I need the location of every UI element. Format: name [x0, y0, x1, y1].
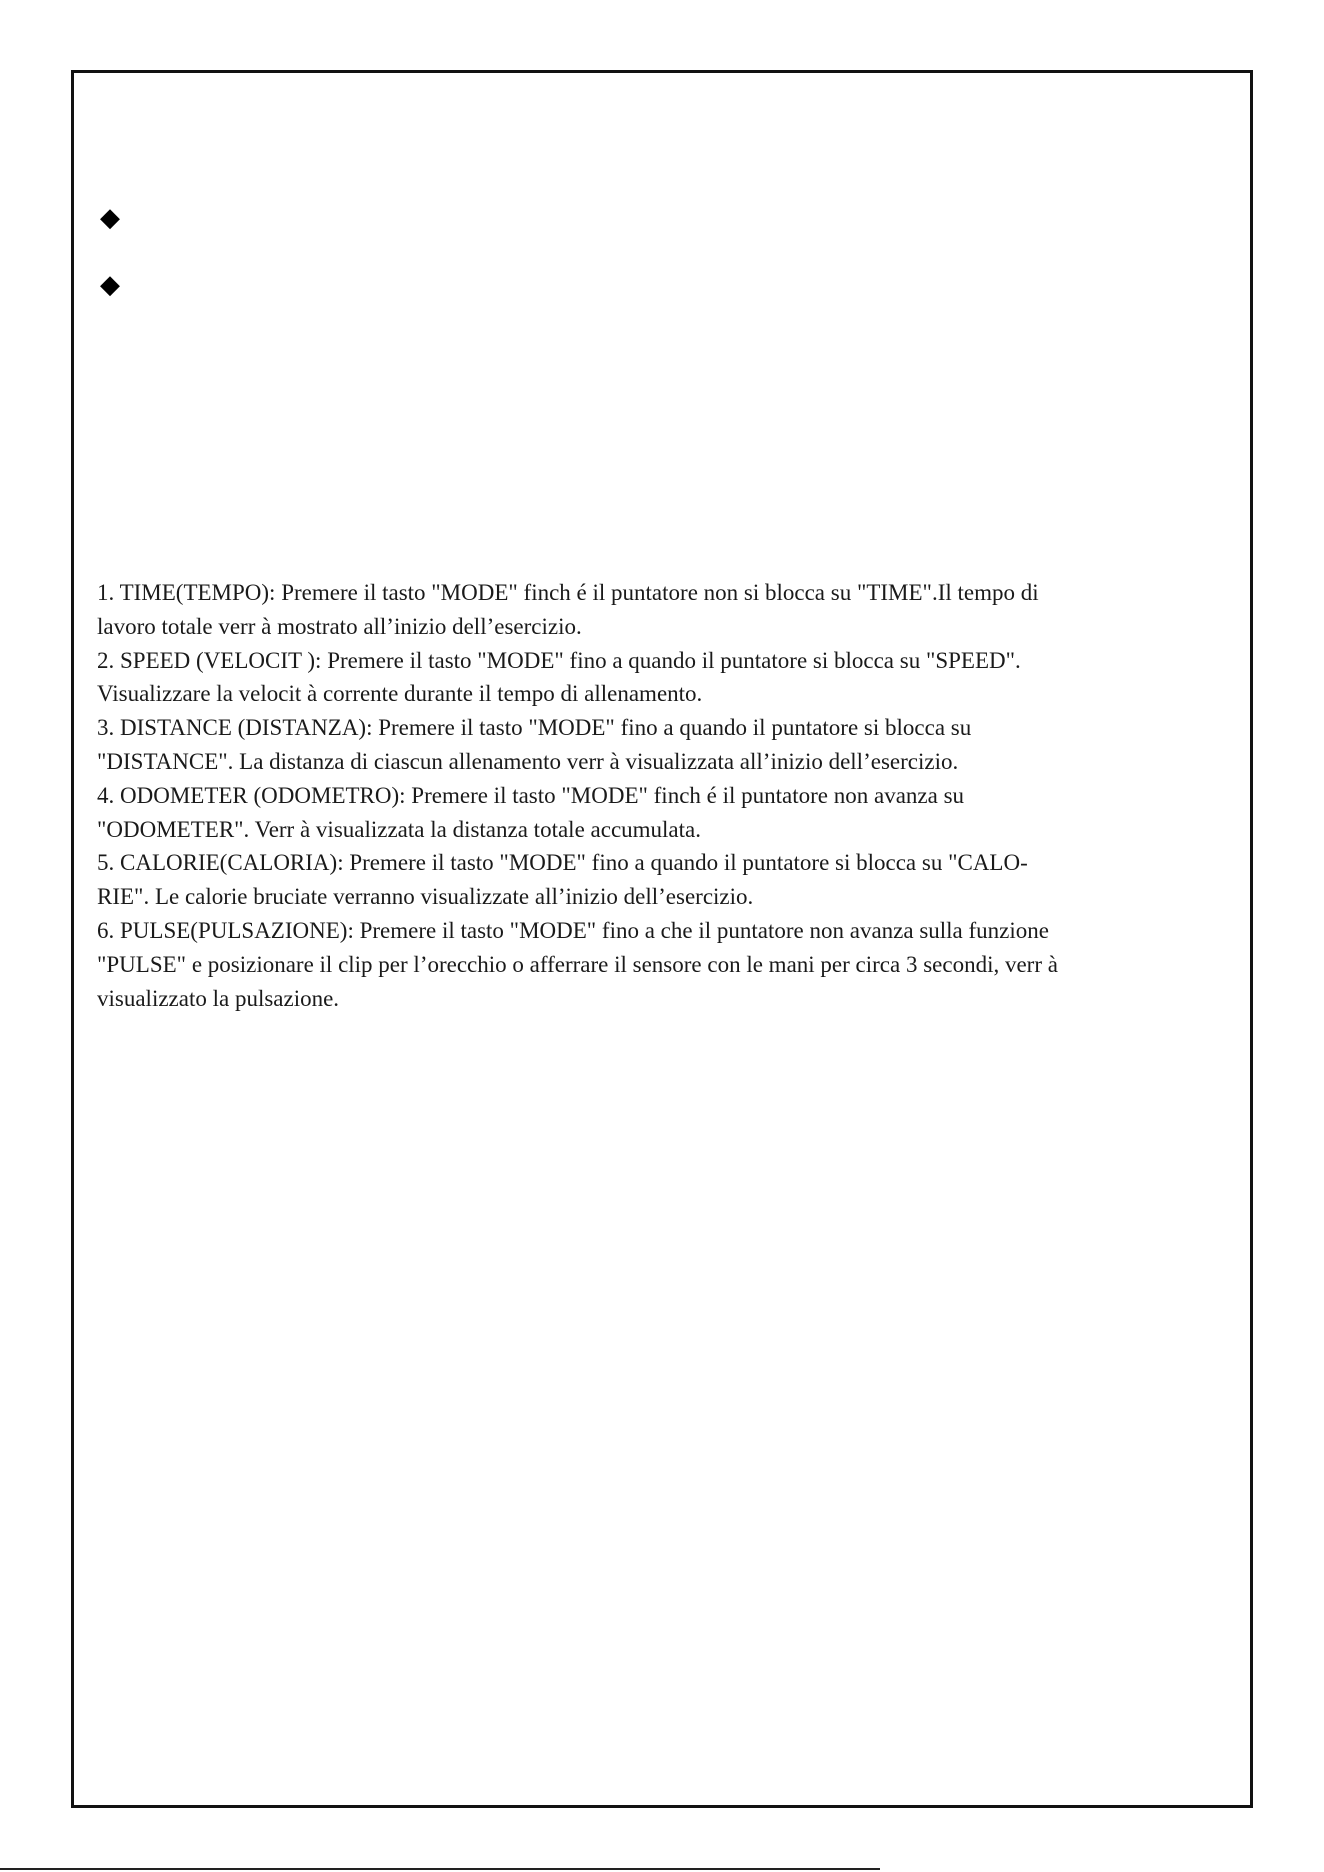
list-item-speed — [97, 644, 1227, 712]
footer-rule — [0, 1868, 880, 1870]
list-item-line: "ODOMETER". Verr à visualizzata la distanza totale accumulata. — [97, 816, 701, 842]
diamond-bullet-icon: ◆ — [100, 203, 120, 232]
list-item-line: 6. PULSE(PULSAZIONE): Premere il tasto "MODE" fino a che il puntatore non avanza sulla funzione — [97, 917, 1049, 943]
display-functions-list — [97, 576, 1227, 1015]
list-item-pulse — [97, 914, 1227, 1015]
diamond-bullet-icon: ◆ — [100, 270, 120, 299]
list-item-line: 4. ODOMETER (ODOMETRO): Premere il tasto "MODE" finch é il puntatore non avanza su — [97, 782, 965, 808]
list-item-line: 5. CALORIE(CALORIA): Premere il tasto "MODE" fino a quando il puntatore si blocca su "CALO- — [97, 850, 1028, 876]
list-item-line: visualizzato la pulsazione. — [97, 985, 340, 1011]
list-item-line: "PULSE" e posizionare il clip per l’orecchio o afferrare il sensore con le mani per circa 3 secondi, verr à — [97, 951, 1058, 977]
list-item-line: 2. SPEED (VELOCIT ): Premere il tasto "MODE" fino a quando il puntatore si blocca su "SPEED". — [97, 647, 1021, 673]
list-item-distance — [97, 711, 1227, 779]
list-item-odometer — [97, 779, 1227, 847]
list-item-time — [97, 576, 1227, 644]
list-item-line: "DISTANCE". La distanza di ciascun allenamento verr à visualizzata all’inizio dell’esercizio. — [97, 748, 959, 774]
list-item-line: 3. DISTANCE (DISTANZA): Premere il tasto "MODE" fino a quando il puntatore si blocca su — [97, 715, 972, 741]
list-item-line: Visualizzare la velocit à corrente durante il tempo di allenamento. — [97, 681, 703, 707]
list-item-calorie — [97, 846, 1227, 914]
list-item-line: lavoro totale verr à mostrato all’inizio dell’esercizio. — [97, 613, 582, 639]
list-item-line: 1. TIME(TEMPO): Premere il tasto "MODE" finch é il puntatore non si blocca su "TIME".Il tempo di — [97, 580, 1039, 605]
list-item-line: RIE". Le calorie bruciate verranno visualizzate all’inizio dell’esercizio. — [97, 884, 754, 910]
